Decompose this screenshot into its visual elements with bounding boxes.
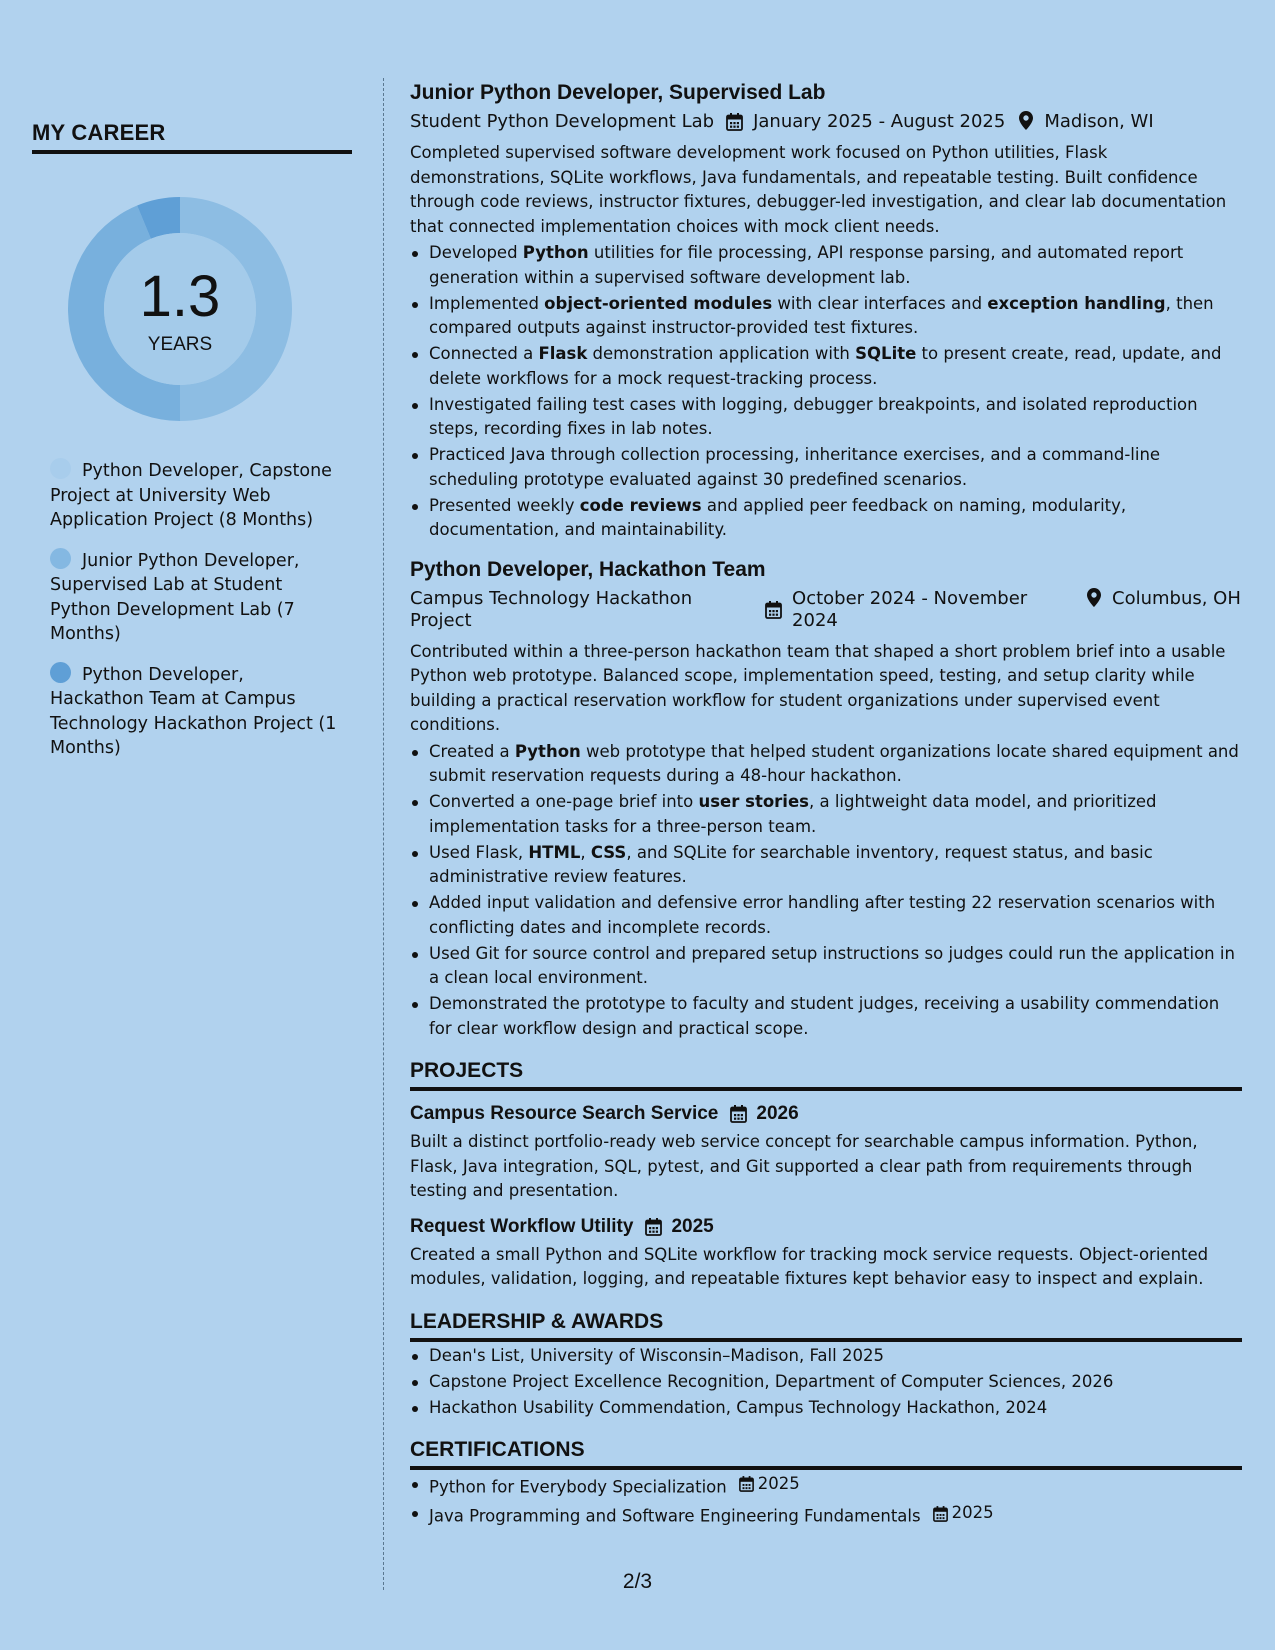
project-name: Request Workflow Utility (410, 1215, 634, 1237)
project-year: 2025 (671, 1215, 714, 1237)
certification-date (933, 1501, 994, 1526)
column-divider (383, 78, 384, 1590)
certification-year: 2025 (951, 1503, 994, 1523)
donut-center (67, 196, 293, 422)
job-summary: Contributed within a three-person hackathon team that shaped a short problem brief into a usable Python web prototype. Balanced scope, implementation speed, testing, and setup clarity while building a practical reservation workflow for student organizations under supervised event conditions. (410, 641, 1226, 734)
career-donut-chart (67, 196, 293, 422)
job-entry (410, 78, 1242, 543)
project-entry (410, 1101, 1242, 1204)
leadership-heading: LEADERSHIP & AWARDS (410, 1308, 1242, 1342)
job-title: Junior Python Developer, Supervised Lab (410, 81, 826, 104)
bullet-item: Implemented object-oriented modules with clear interfaces and exception handling, then compared outputs against instructor-provided test fixtures. (410, 292, 1242, 341)
job-bullets (410, 241, 1242, 543)
bullet-item: Used Flask, HTML, CSS, and SQLite for searchable inventory, request status, and basic administrative review features. (410, 841, 1242, 890)
certifications-list (410, 1472, 1242, 1529)
legend-dot (50, 548, 71, 569)
job-organization: Student Python Development Lab (410, 111, 715, 132)
calendar-icon (765, 601, 782, 619)
job-location-text: Madison, WI (1044, 111, 1154, 132)
legend-text: Python Developer, Hackathon Team at Campus Technology Hackathon Project (1 Months) (50, 664, 337, 758)
bullet-item: Demonstrated the prototype to faculty and student judges, receiving a usability commendation for clear workflow design and practical scope. (410, 992, 1242, 1041)
certification-name: Java Programming and Software Engineering Fundamentals (429, 1506, 921, 1526)
calendar-icon (739, 1476, 754, 1492)
job-location (1019, 111, 1153, 133)
map-pin-icon (1087, 588, 1101, 607)
bullet-item: Created a Python web prototype that helped student organizations locate shared equipment and submit reservation requests during a 48-hour hackathon. (410, 740, 1242, 789)
resume-main (410, 78, 1242, 1531)
bullet-item: Connected a Flask demonstration application with SQLite to present create, read, update, and delete workflows for a mock request-tracking process. (410, 342, 1242, 391)
bullet-item: Added input validation and defensive error handling after testing 22 reservation scenarios with conflicting dates and incomplete records. (410, 891, 1242, 940)
job-bullets (410, 740, 1242, 1042)
job-location (1087, 588, 1242, 610)
project-name: Campus Resource Search Service (410, 1103, 719, 1124)
page-number: 2/3 (622, 1570, 653, 1593)
calendar-icon (730, 1105, 747, 1123)
list-item: Hackathon Usability Commendation, Campus Technology Hackathon, 2024 (410, 1396, 1242, 1421)
calendar-icon (726, 113, 743, 131)
project-header (410, 1101, 1242, 1127)
project-description: Created a small Python and SQLite workflow for tracking mock service requests. Object-oriented modules, validation, logging, and repeatable fixtures kept behavior easy to inspect and explain. (410, 1244, 1209, 1288)
bullet-item: Presented weekly code reviews and applied peer feedback on naming, modularity, documentation, and maintainability. (410, 494, 1242, 543)
project-description: Built a distinct portfolio-ready web service concept for searchable campus information. Python, Flask, Java integration, SQL, pytest, and Git supported a clear path from requirements through testing and presentation. (410, 1132, 1198, 1200)
map-pin-icon (1019, 111, 1033, 130)
job-meta (410, 111, 1242, 133)
bullet-item: Developed Python utilities for file processing, API response parsing, and automated report generation within a supervised software development lab. (410, 241, 1242, 290)
legend-item (50, 548, 340, 647)
job-dates (765, 588, 1073, 632)
job-dates-text: October 2024 - November 2024 (792, 587, 1028, 631)
legend-dot (50, 662, 71, 683)
career-years-unit: YEARS (147, 334, 213, 355)
list-item (410, 1501, 1242, 1529)
job-dates (726, 111, 1005, 133)
legend-dot (50, 458, 71, 479)
project-year: 2026 (756, 1103, 799, 1124)
calendar-icon (933, 1506, 948, 1522)
career-sidebar (32, 120, 352, 776)
list-item: Dean's List, University of Wisconsin–Madison, Fall 2025 (410, 1344, 1242, 1369)
career-years-value: 1.3 (139, 264, 221, 329)
job-dates-text: January 2025 - August 2025 (753, 111, 1006, 132)
job-entry (410, 555, 1242, 1042)
legend-text: Junior Python Developer, Supervised Lab at Student Python Development Lab (7 Months) (50, 550, 300, 644)
certification-name: Python for Everybody Specialization (429, 1477, 727, 1497)
job-meta (410, 588, 1242, 632)
project-header (410, 1214, 1242, 1240)
bullet-item: Practiced Java through collection processing, inheritance exercises, and a command-line scheduling prototype evaluated against 30 predefined scenarios. (410, 443, 1242, 492)
projects-heading: PROJECTS (410, 1057, 1242, 1091)
legend-item (50, 458, 340, 533)
career-heading: MY CAREER (32, 120, 352, 154)
certifications-heading: CERTIFICATIONS (410, 1436, 1242, 1470)
job-organization: Campus Technology Hackathon Project (410, 587, 693, 631)
certification-year: 2025 (757, 1474, 800, 1493)
legend-item (50, 662, 340, 761)
leadership-list (410, 1344, 1242, 1421)
bullet-item: Converted a one-page brief into user stories, a lightweight data model, and prioritized implementation tasks for a three-person team. (410, 790, 1242, 839)
bullet-item: Investigated failing test cases with logging, debugger breakpoints, and isolated reproduction steps, recording fixes in lab notes. (410, 393, 1242, 442)
certification-date (739, 1472, 800, 1497)
bullet-item: Used Git for source control and prepared setup instructions so judges could run the application in a clean local environment. (410, 942, 1242, 991)
list-item (410, 1472, 1242, 1500)
project-entry (410, 1214, 1242, 1292)
job-summary: Completed supervised software development work focused on Python utilities, Flask demonstrations, SQLite workflows, Java fundamentals, and repeatable testing. Built confidence through code reviews, instructor fixtures, debugger-led investigation, and clear lab documentation that connected implementation choices with mock client needs. (410, 143, 1227, 236)
career-legend (50, 458, 340, 761)
job-location-text: Columbus, OH (1112, 587, 1241, 609)
job-title: Python Developer, Hackathon Team (410, 557, 766, 581)
legend-text: Python Developer, Capstone Project at University Web Application Project (8 Months) (50, 461, 332, 530)
calendar-icon (645, 1218, 662, 1236)
list-item: Capstone Project Excellence Recognition, Department of Computer Sciences, 2026 (410, 1370, 1242, 1395)
